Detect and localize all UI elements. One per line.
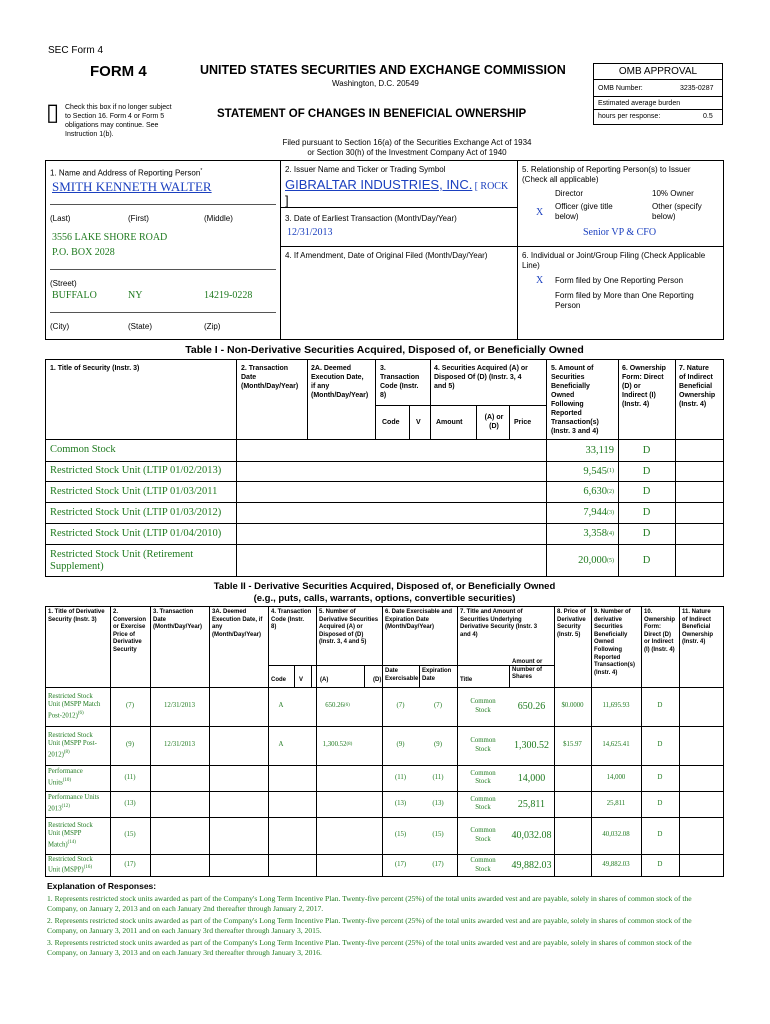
state-label: (State): [128, 322, 153, 331]
t2-row-title: [48, 854, 109, 877]
t2-acquired-value: 1,300.52: [322, 741, 347, 749]
t2-acquired-value: 650.26: [325, 702, 344, 710]
t2-date: [150, 817, 209, 854]
t1-amount-value: 9,545: [583, 465, 607, 477]
issuer-name-link[interactable]: GIBRALTAR INDUSTRIES, INC.: [285, 177, 473, 192]
t2-price: [554, 817, 591, 854]
t2-exercisable: (9): [396, 741, 405, 749]
t2-h11: 11. Nature of Indirect Beneficial Ownership (Instr. 4): [682, 609, 714, 646]
t2-underlying-amount: 49,882.03: [511, 860, 552, 871]
ten-percent-owner-label: 10% Owner: [652, 189, 694, 198]
t1-row-amount: [548, 481, 614, 502]
one-person-label: Form filed by One Reporting Person: [555, 276, 684, 285]
explanation-item: 1. Represents restricted stock units awarded as part of the Company's Long Term Incentive Plan. Twenty-five percent (25%) of the total units awarded vest and are payable, solely in shares of common stock of the Company, on January 2, 2013 and on each January 2nd thereafter through January 2, 2017.: [47, 894, 692, 913]
t2-sub-v: V: [299, 677, 304, 683]
t2-col-divider: [209, 606, 210, 877]
t2-row-title: [48, 765, 109, 791]
t2-conv: (17): [124, 861, 136, 869]
t1-h6: 6. Ownership Form: Direct (D) or Indirect (I) (Instr. 4): [622, 365, 666, 408]
statement-title: STATEMENT OF CHANGES IN BENEFICIAL OWNERSHIP: [217, 108, 527, 120]
t2-row-title-text: [48, 822, 93, 850]
ticker-symbol: [ ROCK: [474, 181, 509, 192]
t2-row-title-text: [48, 768, 83, 787]
t1-row-amount: [548, 502, 614, 523]
t1-amount-value: 33,119: [585, 444, 614, 456]
t2-exercisable: (7): [396, 702, 405, 710]
t2-underlying-amount: 650.26: [517, 701, 546, 712]
officer-checkmark[interactable]: X: [536, 207, 544, 218]
t2-h3a: 3A. Deemed Execution Date, if any (Month/Day/Year): [212, 609, 263, 638]
t2-title-footnote[interactable]: (12): [61, 803, 70, 809]
t2-acquired-footnote[interactable]: (8): [346, 742, 353, 748]
t2-underlying-title: Common Stock: [470, 698, 496, 714]
sec-form-label: SEC Form 4: [48, 45, 104, 56]
t2-row-title-text: [48, 856, 93, 875]
t2-sub-divider: [509, 665, 510, 687]
t1-amount-footnote[interactable]: (5): [607, 557, 614, 564]
t1-h5: 5. Amount of Securities Beneficially Owned Following Reported Transaction(s) (Instr. 3 and 4): [551, 365, 599, 435]
t1-amount-footnote[interactable]: (1): [607, 468, 614, 474]
t2-expiration: (11): [432, 773, 444, 781]
t1-h4: 4. Securities Acquired (A) or Disposed Of (D) (Instr. 3, 4 and 5): [434, 365, 528, 390]
t1-aord: (A) or (D): [484, 414, 504, 430]
t2-code: A: [278, 741, 284, 749]
t2-date: [150, 854, 209, 877]
t1-row-ownership: D: [642, 486, 651, 497]
t2-sub-divider: [294, 665, 295, 687]
t2-expiration: (9): [434, 741, 442, 749]
t2-ownership-form: D: [657, 799, 663, 807]
t2-conv: (9): [126, 741, 134, 749]
t2-acquired: [311, 687, 364, 726]
t2-sub-divider: [364, 665, 365, 687]
t2-sub-exp: Expiration Date: [422, 668, 452, 682]
omb-title: OMB APPROVAL: [618, 66, 698, 77]
t1-amount-value: 6,630: [583, 486, 607, 497]
t2-owned-following: 14,625.41: [602, 741, 630, 749]
commission-address: Washington, D.C. 20549: [332, 79, 419, 88]
last-label: (Last): [50, 214, 71, 223]
t2-conv: (7): [126, 702, 134, 710]
other-label: Other (specify below): [652, 202, 702, 221]
t2-underlying-amount: 1,300.52: [514, 740, 549, 751]
t2-ownership-form: D: [657, 861, 663, 869]
street-label: (Street): [50, 279, 77, 288]
t2-title-footnote[interactable]: (14): [67, 839, 76, 845]
explanation-title: Explanation of Responses:: [47, 881, 157, 891]
street-line-1: 3556 LAKE SHORE ROAD: [52, 232, 168, 243]
box4-label: 4. If Amendment, Date of Original Filed (Month/Day/Year): [285, 251, 488, 260]
t2-price: $15.97: [563, 741, 582, 749]
t2-sub-d: (D): [373, 677, 382, 683]
t2-title-value: Performance Units: [48, 768, 83, 787]
t2-title-value: Performance Units 2013: [48, 794, 100, 813]
t2-sub-divider: [419, 665, 420, 687]
t2-price: [554, 854, 591, 877]
t2-acquired: [311, 726, 364, 765]
t1-amount-footnote[interactable]: (4): [607, 530, 614, 537]
zip-label: (Zip): [204, 322, 221, 331]
table2-title-block: Table II - Derivative Securities Acquired, Disposed of, or Beneficially Owned (e.g., puts, calls, warrants, options, convertible securities): [213, 581, 556, 604]
t2-acquired: [311, 817, 364, 854]
t2-ownership-form: D: [657, 773, 663, 781]
box1-label: 1. Name and Address of Reporting Person*: [50, 168, 203, 178]
issuer-line: [285, 177, 515, 192]
t2-owned-following: 40,032.08: [602, 831, 630, 839]
t2-sub-code: Code: [271, 677, 286, 683]
middle-label: (Middle): [204, 214, 233, 223]
t2-acquired: [311, 854, 364, 877]
box3-label: 3. Date of Earliest Transaction (Month/Day/Year): [285, 214, 457, 223]
explanation-item: 2. Represents restricted stock units awarded as part of the Company's Long Term Incentive Plan. Twenty-five percent (25%) of the total units awarded vest and are payable, solely in shares of common stock of the Company, on January 3, 2011 and on each January 3rd thereafter through January 3, 2015.: [47, 916, 692, 935]
t1-price: Price: [514, 419, 532, 426]
first-label: (First): [128, 214, 149, 223]
t2-h3: 3. Transaction Date (Month/Day/Year): [153, 609, 203, 631]
t2-h7: 7. Title and Amount of Securities Underlying Derivative Security (Instr. 3 and 4): [460, 609, 538, 638]
t2-row-title: [48, 791, 109, 817]
t2-title-footnote[interactable]: (10): [62, 777, 72, 783]
t1-row-ownership: D: [642, 465, 651, 477]
t1-row-amount: [548, 439, 614, 461]
t1-amount: Amount: [436, 419, 463, 426]
t2-acquired: [311, 765, 364, 791]
t2-row-title: [48, 817, 109, 854]
t2-code: [268, 765, 294, 791]
t1-row-title: Restricted Stock Unit (Retirement Supplement): [50, 548, 194, 572]
box2-label: 2. Issuer Name and Ticker or Trading Symbol: [285, 165, 446, 174]
reporting-person-name[interactable]: SMITH KENNETH WALTER: [52, 179, 212, 194]
t2-h1: 1. Title of Derivative Security (Instr. 3): [48, 609, 105, 623]
t2-code: [268, 817, 294, 854]
omb-hours-label: hours per response:: [598, 113, 661, 120]
t2-acquired: [311, 791, 364, 817]
t2-owned-following: 14,000: [606, 773, 626, 781]
t1-row-amount: [548, 461, 614, 481]
t2-acquired-footnote[interactable]: (6): [343, 703, 350, 709]
t1-row-title: Restricted Stock Unit (LTIP 01/03/2011: [50, 485, 218, 497]
t2-date: [150, 765, 209, 791]
t2-price: [554, 791, 591, 817]
checkbox-instruction: Check this box if no longer subject to Section 16. Form 4 or Form 5 obligations may continue. See Instruction 1(b).: [65, 104, 172, 138]
t2-exercisable: (17): [394, 861, 407, 869]
t2-ownership-form: D: [657, 702, 663, 710]
t2-row-title-text: [48, 693, 100, 721]
one-person-checkmark[interactable]: X: [536, 275, 544, 286]
t2-h5: 5. Number of Derivative Securities Acquired (A) or Disposed of (D) (Instr. 3, 4 and 5): [319, 609, 379, 646]
t1-row-title: Restricted Stock Unit (LTIP 01/03/2012): [50, 506, 222, 518]
t2-row-title: [48, 687, 109, 726]
box5-label: 5. Relationship of Reporting Person(s) to Issuer (Check all applicable): [522, 165, 691, 184]
t2-title-value: Restricted Stock Unit (MSPP Match): [48, 821, 93, 848]
t2-col-divider: [679, 606, 680, 877]
t2-expiration: (15): [432, 831, 444, 839]
t2-underlying-amount: 14,000: [517, 772, 546, 784]
explanation-item: 3. Represents restricted stock units awarded as part of the Company's Long Term Incentive Plan. Twenty-five percent (25%) of the total units awarded vest and are payable, solely in shares of common stock of the Company, on January 3, 2013 and on each January 3rd thereafter through January 3, 2016.: [47, 938, 692, 957]
commission-title: UNITED STATES SECURITIES AND EXCHANGE COMMISSION: [200, 63, 566, 77]
t2-ownership-form: D: [657, 741, 663, 749]
t2-code: [268, 854, 294, 877]
t2-title-footnote[interactable]: (16): [83, 865, 93, 871]
t2-sub-a: (A): [320, 677, 329, 683]
director-label: Director: [555, 189, 584, 198]
t2-conv: (13): [124, 799, 136, 807]
t1-row-ownership: D: [642, 555, 651, 566]
t2-underlying-title: Common Stock: [470, 795, 496, 811]
t1-row-ownership: D: [642, 528, 651, 539]
t1-h2: 2. Transaction Date (Month/Day/Year): [241, 365, 299, 390]
t2-expiration: (13): [432, 799, 444, 807]
t1-row-title: Restricted Stock Unit (LTIP 01/04/2010): [50, 527, 222, 539]
t1-row-ownership: D: [642, 444, 651, 456]
t2-date: 12/31/2013: [164, 702, 195, 710]
t2-code: [268, 791, 294, 817]
t2-exercisable: (11): [394, 773, 407, 781]
t1-h1: 1. Title of Security (Instr. 3): [50, 365, 140, 372]
t2-exercisable: (13): [394, 799, 407, 807]
t2-underlying-title: Common Stock: [470, 769, 496, 785]
box6-label: 6. Individual or Joint/Group Filing (Check Applicable Line): [522, 251, 706, 270]
t2-date: [150, 791, 209, 817]
t2-sub-amt_col: Amount or Number of Shares: [512, 659, 543, 681]
omb-number: 3235-0287: [680, 85, 714, 92]
no-longer-subject-checkbox[interactable]: ▯: [46, 99, 60, 126]
t2-code: A: [278, 702, 284, 710]
t1-row-amount: [548, 544, 614, 577]
t2-sub-title_col: Title: [460, 677, 473, 683]
t2-title-value: Restricted Stock Unit (MSPP Post- 2012): [48, 731, 97, 758]
t2-expiration: (17): [432, 861, 444, 869]
t2-conv: (15): [124, 831, 136, 839]
t2-conv: (11): [124, 773, 136, 781]
t2-row-title-text: [48, 732, 97, 760]
omb-number-label: OMB Number:: [598, 85, 643, 92]
omb-hours: 0.5: [703, 113, 713, 120]
t2-exercisable: (15): [394, 831, 407, 839]
t1-row-title: Restricted Stock Unit (LTIP 01/02/2013): [50, 465, 222, 476]
t2-price: $0.0000: [561, 702, 584, 710]
t1-row-amount: [548, 523, 614, 544]
t2-underlying-amount: 25,811: [517, 798, 546, 810]
t2-date: 12/31/2013: [164, 741, 195, 749]
omb-burden-label: Estimated average burden: [598, 100, 681, 107]
t1-h2a: 2A. Deemed Execution Date, if any (Month/Day/Year): [311, 365, 369, 399]
t2-h4: 4. Transaction Code (Instr. 8): [271, 609, 312, 631]
t2-price: [554, 765, 591, 791]
t1-row-title: Common Stock: [50, 444, 116, 455]
t2-title-footnote[interactable]: (8): [63, 749, 70, 755]
t1-h7: 7. Nature of Indirect Beneficial Ownership (Instr. 4): [679, 365, 716, 408]
t1-amount-value: 7,944: [583, 507, 607, 518]
t1-row-ownership: D: [642, 507, 651, 518]
ticker-close-bracket: ]: [285, 193, 289, 208]
t2-underlying-title: Common Stock: [470, 737, 496, 753]
t2-title-value: Restricted Stock Unit (MSPP Match Post-2012): [48, 692, 101, 719]
t2-sub-divider: [311, 665, 312, 687]
street-line-2: P.O. BOX 2028: [52, 247, 115, 258]
officer-label: Officer (give title below): [555, 202, 613, 221]
zip-value: 14219-0228: [204, 290, 253, 301]
t2-owned-following: 25,811: [606, 799, 626, 807]
t2-h6: 6. Date Exercisable and Expiration Date (Month/Day/Year): [385, 609, 453, 631]
t2-h9: 9. Number of derivative Securities Beneficially Owned Following Reported Transaction(s) (Instr. 4): [594, 609, 636, 676]
t1-amount-value: 3,358: [583, 528, 607, 539]
t1-v: V: [416, 419, 421, 426]
t2-title-footnote[interactable]: (6): [77, 710, 84, 716]
city-value: BUFFALO: [52, 290, 97, 301]
t2-h2: 2. Conversion or Exercise Price of Derivative Security: [113, 609, 147, 653]
city-label: (City): [50, 322, 70, 331]
t2-underlying-title: Common Stock: [470, 857, 496, 873]
officer-title: Senior VP & CFO: [583, 227, 657, 238]
t2-expiration: (7): [434, 702, 442, 710]
t2-underlying-amount: 40,032.08: [511, 830, 552, 841]
t2-h8: 8. Price of Derivative Security (Instr. 5): [557, 609, 586, 638]
table1-title: Table I - Non-Derivative Securities Acquired, Disposed of, or Beneficially Owned: [185, 344, 584, 356]
explanation-list: [47, 894, 723, 960]
t1-amount-footnote[interactable]: (3): [607, 509, 614, 516]
t2-row-title-text: [48, 794, 99, 813]
t2-h10: 10. Ownership Form: Direct (D) or Indirect (I) (Instr. 4): [644, 609, 676, 653]
t2-sub-date_ex: Date Exercisable: [385, 668, 419, 682]
t1-code: Code: [382, 419, 400, 426]
earliest-transaction-date: 12/31/2013: [287, 227, 333, 238]
t2-row-title: [48, 726, 109, 765]
t1-h3: 3. Transaction Code (Instr. 8): [380, 365, 420, 399]
form-title: FORM 4: [90, 63, 147, 80]
t2-owned-following: 11,695.93: [602, 702, 630, 710]
t1-amount-footnote[interactable]: (2): [607, 488, 614, 495]
t2-underlying-title: Common Stock: [470, 827, 496, 843]
more-persons-label: Form filed by More than One Reporting Person: [555, 291, 694, 310]
state-value: NY: [128, 290, 143, 301]
t2-owned-following: 49,882.03: [602, 861, 630, 869]
t1-amount-value: 20,000: [578, 555, 607, 566]
filed-pursuant: Filed pursuant to Section 16(a) of the Securities Exchange Act of 1934 or Section 30(h) of the Investment Company Act of 1940: [282, 138, 532, 157]
t2-title-value: Restricted Stock Unit (MSPP): [48, 855, 93, 874]
t2-ownership-form: D: [657, 831, 663, 839]
